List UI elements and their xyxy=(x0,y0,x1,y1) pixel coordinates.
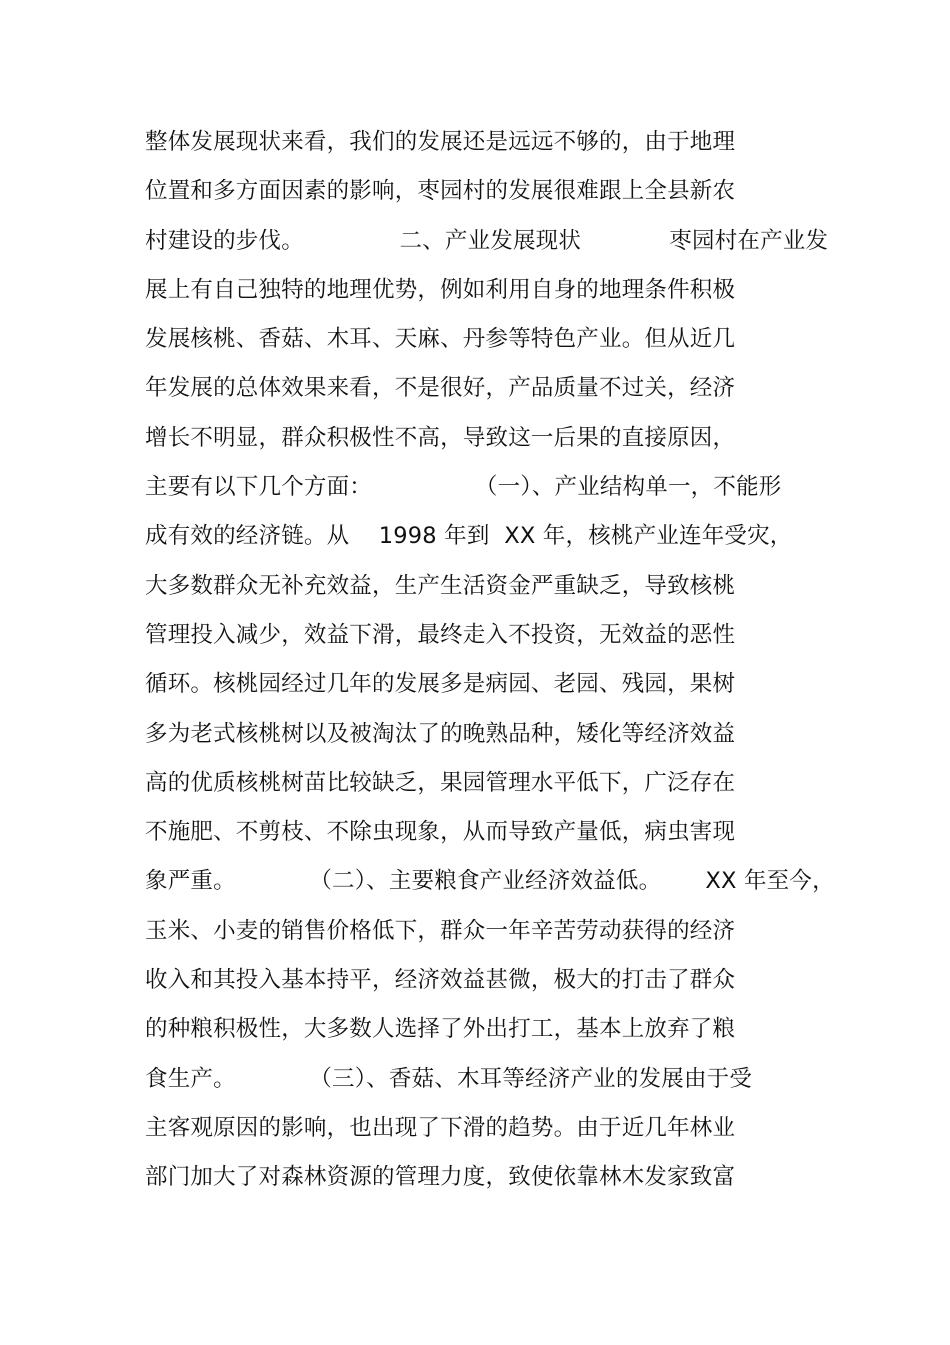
text-line: 发展核桃、香菇、木耳、天麻、丹参等特色产业。但从近几 xyxy=(145,326,736,353)
text-line: 部门加大了对森林资源的管理力度，致使依靠林木发家致富 xyxy=(145,1164,736,1191)
text-line: 的种粮积极性，大多数人选择了外出打工，基本上放弃了粮 xyxy=(145,1016,736,1043)
text-line: 大多数群众无补充效益，生产生活资金严重缺乏，导致核桃 xyxy=(145,572,736,599)
text-line: 象严重。 （二）、主要粮食产业经济效益低。 XX 年至今， xyxy=(145,868,835,895)
text-line: 村建设的步伐。 二、产业发展现状 枣园村在产业发 xyxy=(145,227,829,254)
text-line: 食生产。 （三）、香菇、木耳等经济产业的发展由于受 xyxy=(145,1065,753,1092)
text-line: 整体发展现状来看，我们的发展还是远远不够的，由于地理 xyxy=(145,129,736,155)
text-line: 展上有自己独特的地理优势，例如利用自身的地理条件积极 xyxy=(145,276,736,303)
text-line: 收入和其投入基本持平，经济效益甚微，极大的打击了群众 xyxy=(145,967,736,994)
text-line: 主客观原因的影响，也出现了下滑的趋势。由于近几年林业 xyxy=(145,1114,736,1141)
text-line: 多为老式核桃树以及被淘汰了的晚熟品种，矮化等经济效益 xyxy=(145,720,736,747)
text-line: 管理投入减少，效益下滑，最终走入不投资，无效益的恶性 xyxy=(145,621,736,648)
text-line: 成有效的经济链。从 1998 年到 XX 年，核桃产业连年受灾， xyxy=(145,523,793,550)
text-line: 年发展的总体效果来看，不是很好，产品质量不过关，经济 xyxy=(145,375,736,402)
text-line: 循环。核桃园经过几年的发展多是病园、老园、残园，果树 xyxy=(145,671,736,698)
text-line: 玉米、小麦的销售价格低下，群众一年辛苦劳动获得的经济 xyxy=(145,917,736,944)
text-line: 增长不明显，群众积极性不高，导致这一后果的直接原因， xyxy=(145,424,736,451)
text-line: 主要有以下几个方面： （一）、产业结构单一，不能形 xyxy=(145,474,782,501)
text-line: 位置和多方面因素的影响，枣园村的发展很难跟上全县新农 xyxy=(145,178,736,205)
text-line: 高的优质核桃树苗比较缺乏，果园管理水平低下，广泛存在 xyxy=(145,769,736,796)
text-line: 不施肥、不剪枝、不除虫现象，从而导致产量低，病虫害现 xyxy=(145,819,736,846)
body-text xyxy=(145,124,835,1209)
